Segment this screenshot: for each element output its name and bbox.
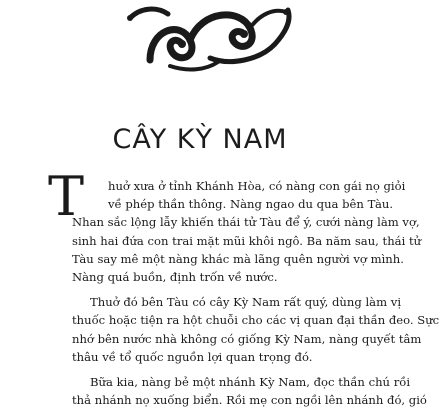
text-line: Nhan sắc lộng lẫy khiến thái tử Tàu để ý, cưới nàng làm vợ, xyxy=(72,215,420,230)
paragraph-3 xyxy=(72,373,427,409)
paragraph-2 xyxy=(72,293,439,366)
paragraph-1 xyxy=(72,177,422,286)
text-line: Thuở đó bên Tàu có cây Kỳ Nam rất quý, dùng làm vị xyxy=(90,295,402,310)
text-line: thuốc hoặc tiện ra hột chuỗi cho các vị quan đại thần đeo. Sực xyxy=(72,313,439,328)
decorative-swirl-ornament xyxy=(110,0,295,72)
text-line: về phép thần thông. Nàng ngao du qua bên Tàu. xyxy=(108,197,394,212)
text-line: Bữa kia, nàng bẻ một nhánh Kỳ Nam, đọc thần chú rồi xyxy=(90,375,411,390)
text-line: thâu về tổ quốc nguồn lợi quan trọng đó. xyxy=(72,349,313,364)
text-line: huở xưa ở tỉnh Khánh Hòa, có nàng con gái nọ giỏi xyxy=(108,179,406,193)
text-line: sinh hai đứa con trai mặt mũi khôi ngô. Ba năm sau, thái tử xyxy=(72,233,422,248)
text-line: thả nhánh nọ xuống biển. Rồi mẹ con ngồi lên nhánh đó, gió xyxy=(72,393,427,408)
chapter-body xyxy=(72,177,439,416)
drop-cap: T xyxy=(48,165,85,228)
chapter-title: CÂY KỲ NAM xyxy=(112,124,288,155)
text-line: nhớ bên nước nhà không có giống Kỳ Nam, nàng quyết tâm xyxy=(72,331,422,346)
text-line: Tàu say mê một nàng khác mà lãng quên người vợ mình. xyxy=(72,251,404,266)
text-line: Nàng quá buồn, định trốn về nước. xyxy=(72,270,278,285)
